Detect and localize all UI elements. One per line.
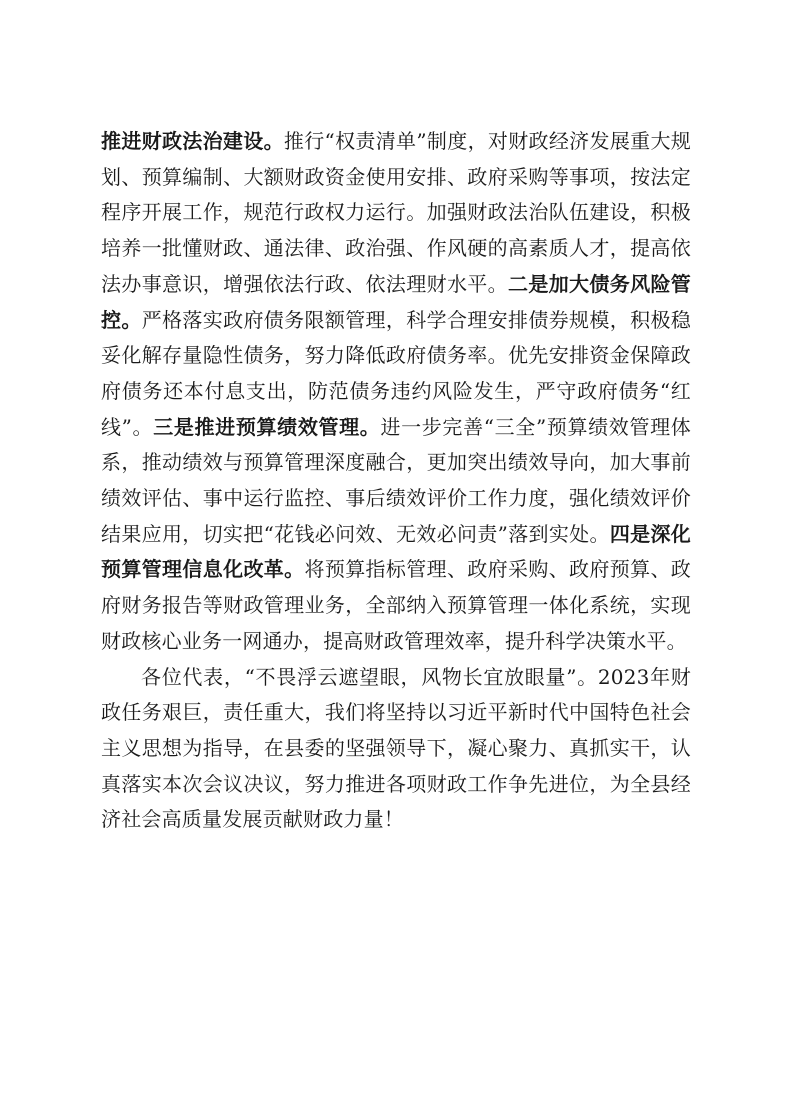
heading-informatization: 四是深化预算管理信息化改革。: [101, 521, 691, 582]
paragraph-closing: [101, 660, 691, 839]
heading-debt-risk: 二是加大债务风险管控。: [101, 271, 691, 332]
paragraph-fiscal-reform: [101, 124, 691, 660]
document-body: [101, 124, 691, 838]
text-rule-of-law: 推行“权责清单”制度，对财政经济发展重大规划、预算编制、大额财政资金使用安排、政府采购等事项，按法定程序开展工作，规范行政权力运行。加强财政法治队伍建设，积极培养一批懂财政、通法律、政治强、作风硬的高素质人才，提高依法办事意识，增强依法行政、依法理财水平。: [101, 129, 691, 296]
heading-performance: 三是推进预算绩效管理。: [153, 414, 381, 439]
text-informatization: 将预算指标管理、政府采购、政府预算、政府财务报告等财政管理业务，全部纳入预算管理一体化系统，实现财政核心业务一网通办，提高财政管理效率，提升科学决策水平。: [101, 557, 691, 653]
heading-rule-of-law: 推进财政法治建设。: [101, 129, 284, 153]
text-closing: 各位代表，“不畏浮云遮望眼，风物长宜放眼量”。2023年财政任务艰巨，责任重大，我们将坚持以习近平新时代中国特色社会主义思想为指导，在县委的坚强领导下，凝心聚力、真抓实干，认真落实本次会议决议，努力推进各项财政工作争先进位，为全县经济社会高质量发展贡献财政力量！: [101, 664, 691, 832]
text-debt-risk: 严格落实政府债务限额管理，科学合理安排债券规模，积极稳妥化解存量隐性债务，努力降低政府债务率。优先安排资金保障政府债务还本付息支出，防范债务违约风险发生，严守政府债务“红线”。: [101, 307, 691, 439]
text-performance: 进一步完善“三全”预算绩效管理体系，推动绩效与预算管理深度融合，更加突出绩效导向，加大事前绩效评估、事中运行监控、事后绩效评价工作力度，强化绩效评价结果应用，切实把“花钱必问效、无效必问责”落到实处。: [101, 414, 691, 546]
